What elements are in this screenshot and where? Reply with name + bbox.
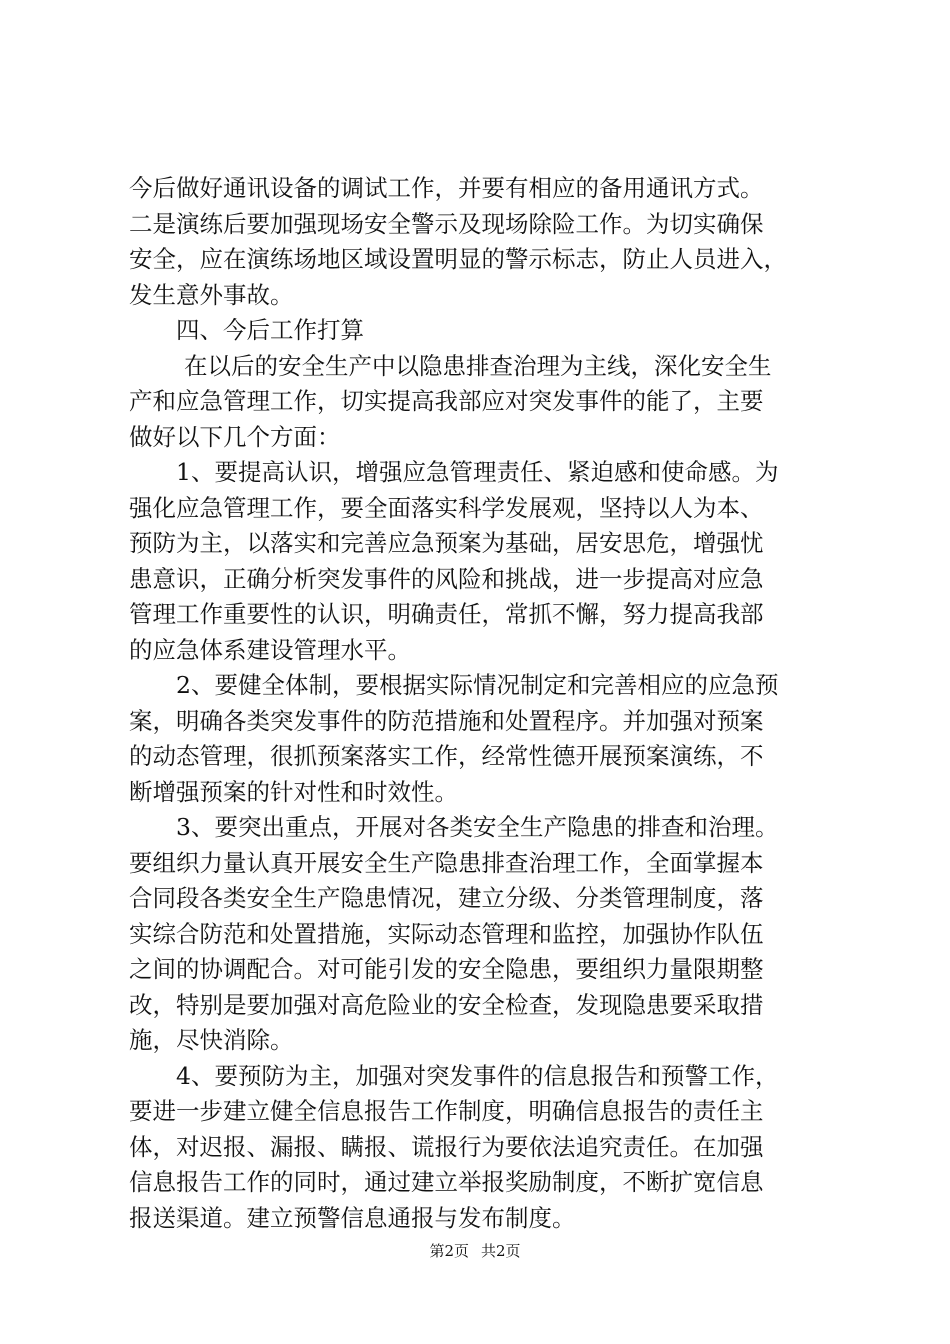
text-line: 实综合防范和处置措施，实际动态管理和监控，加强协作队伍 (129, 919, 764, 948)
text-line: 在以后的安全生产中以隐患排查治理为主线，深化安全生 (184, 351, 772, 380)
document-body (129, 171, 834, 1236)
text-line: 要进一步建立健全信息报告工作制度，明确信息报告的责任主 (129, 1097, 764, 1125)
text-line: 的应急体系建设管理水平。 (129, 635, 411, 664)
text-line: 信息报告工作的同时，通过建立举报奖励制度，不断扩宽信息 (129, 1168, 764, 1196)
text-line: 3、要突出重点，开展对各类安全生产隐患的排查和治理。 (176, 813, 779, 841)
text-line: 产和应急管理工作，切实提高我部应对突发事件的能了，主要 (129, 387, 764, 415)
text-line: 1、要提高认识，增强应急管理责任、紧迫感和使命感。为 (176, 458, 779, 486)
text-line: 安全，应在演练场地区域设置明显的警示标志，防止人员进入， (129, 245, 787, 273)
text-line: 2、要健全体制，要根据实际情况制定和完善相应的应急预 (176, 671, 779, 699)
page-number: 第2页 (429, 1242, 469, 1260)
text-line: 断增强预案的针对性和时效性。 (129, 777, 458, 806)
text-line: 做好以下几个方面： (129, 422, 341, 451)
text-line: 患意识，正确分析突发事件的风险和挑战，进一步提高对应急 (129, 564, 764, 593)
text-line: 施，尽快消除。 (129, 1026, 294, 1054)
text-line: 管理工作重要性的认识，明确责任，常抓不懈，努力提高我部 (129, 600, 764, 628)
text-line: 之间的协调配合。对可能引发的安全隐患，要组织力量限期整 (129, 955, 764, 983)
section-heading: 四、今后工作打算 (176, 316, 364, 344)
text-line: 体，对迟报、漏报、瞒报、谎报行为要依法追究责任。在加强 (129, 1132, 764, 1161)
text-line: 改，特别是要加强对高危险业的安全检查，发现隐患要采取措 (129, 990, 764, 1019)
text-line: 要组织力量认真开展安全生产隐患排查治理工作，全面掌握本 (129, 848, 764, 877)
text-line: 合同段各类安全生产隐患情况，建立分级、分类管理制度，落 (129, 884, 764, 912)
text-line: 今后做好通讯设备的调试工作，并要有相应的备用通讯方式。 (129, 174, 764, 202)
text-line: 的动态管理，很抓预案落实工作，经常性德开展预案演练，不 (129, 742, 764, 770)
page-footer (0, 1241, 950, 1261)
text-line: 预防为主，以落实和完善应急预案为基础，居安思危，增强忧 (129, 529, 764, 557)
text-line: 强化应急管理工作，要全面落实科学发展观，坚持以人为本、 (129, 493, 764, 522)
text-line: 4、要预防为主，加强对突发事件的信息报告和预警工作， (176, 1061, 779, 1090)
page-total: 共2页 (481, 1242, 521, 1260)
text-line: 报送渠道。建立预警信息通报与发布制度。 (129, 1203, 576, 1232)
text-line: 二是演练后要加强现场安全警示及现场除险工作。为切实确保 (129, 209, 764, 238)
text-line: 发生意外事故。 (129, 280, 294, 309)
text-line: 案，明确各类突发事件的防范措施和处置程序。并加强对预案 (129, 706, 764, 735)
